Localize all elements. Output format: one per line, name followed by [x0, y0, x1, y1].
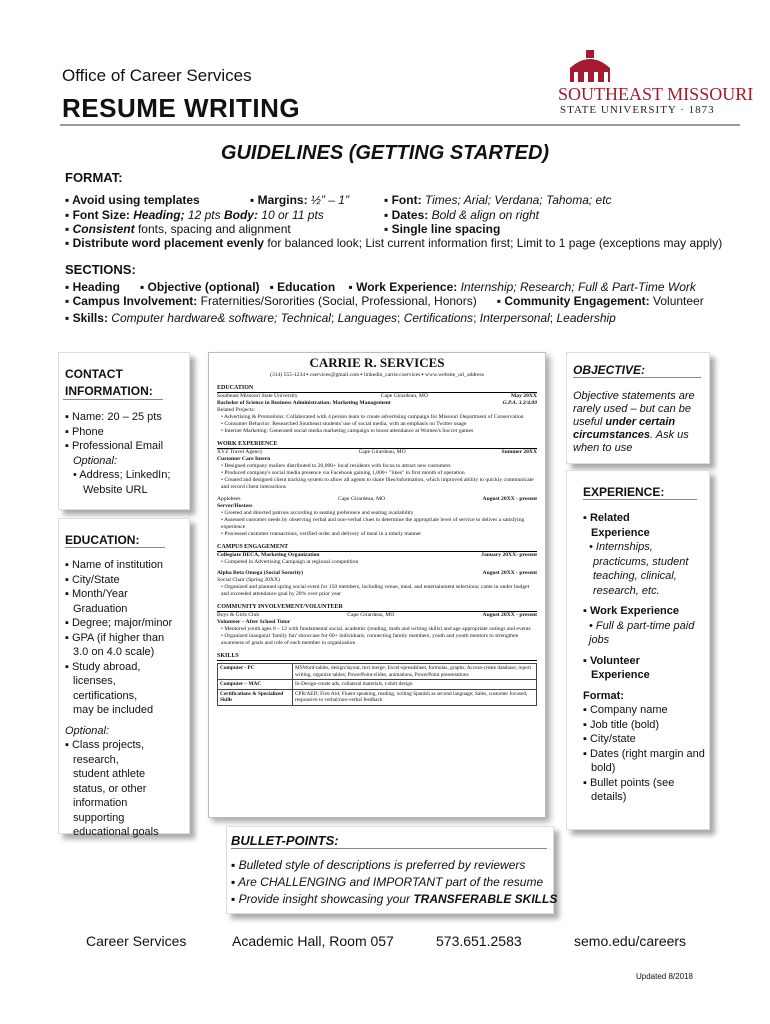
resume-bullet: • Consumer Behavior: Researched Southeast students' use of social media, with an emphasis on Twitter usage	[221, 421, 467, 427]
section-skills-label: ▪ Skills:	[65, 311, 108, 325]
resume-bullet: • Organized inaugural 'family fun' showcase for 60+ individuals, connecting family members, youth and youth mentors to strengthen awareness of goals and role of each member in organization	[221, 633, 519, 646]
dates-value: Bold & align on right	[428, 208, 540, 222]
objective-line: when to use	[573, 442, 633, 454]
skill-value: CPR/AED; First Aid; Fluent speaking, reading, writing Spanish as second language; Sales, customer focused, responsive to verbal/non-verbal feedback	[293, 689, 537, 705]
skills-5: Leadership	[553, 311, 616, 325]
experience-format-item: bold)	[591, 762, 616, 774]
logo-subtitle: STATE UNIVERSITY · 1873	[560, 104, 715, 116]
size-body: Body:	[220, 208, 258, 222]
resume-comm-org: Boys & Girls Club	[217, 612, 260, 618]
font-value: Times; Arial; Verdana; Tahoma; etc	[421, 193, 612, 207]
resume-job2-city: Cape Girardeau, MO	[338, 496, 386, 502]
footer-location: Academic Hall, Room 057	[232, 933, 394, 949]
skill-label: Computer – MAC	[218, 680, 293, 690]
experience-item: ▪ Related	[583, 512, 630, 524]
objective-text	[573, 390, 695, 455]
margins-label: ▪ Margins:	[250, 193, 308, 207]
updated-date: Updated 8/2018	[636, 972, 693, 981]
dates-label: ▪ Dates:	[384, 208, 429, 222]
skill-label: Certifications & Specialized Skills	[218, 689, 293, 705]
contact-heading-underline	[63, 385, 163, 400]
contact-item: ▪ Phone	[65, 425, 104, 438]
resume-camp2-role: Social Chair (Spring 20XX)	[217, 577, 280, 583]
experience-heading: EXPERIENCE:	[583, 485, 697, 500]
footer-website-link[interactable]: semo.edu/careers	[574, 933, 687, 949]
section-work-value: Internship; Research; Full & Part-Time Work	[457, 280, 696, 294]
semicolon: ;	[473, 311, 477, 325]
section-objective: ▪ Objective (optional)	[139, 280, 260, 294]
resume-edu-related: Related Projects:	[217, 407, 256, 413]
education-item: ▪ City/State	[65, 573, 120, 586]
resume-camp1-date: January 20XX- present	[481, 552, 537, 558]
resume-bullet: • Assessed customer needs by observing verbal and non-verbal clues to determine the appropriate level of service to deliver a satisfying experience	[221, 517, 525, 530]
education-item: ▪ Name of institution	[65, 559, 164, 571]
office-name: Office of Career Services	[62, 66, 252, 85]
education-opt-item: supporting	[73, 811, 125, 824]
resume-bullet: • Created and designed client tracking system to allow all agents to share files/information, which improved ability to quickly communicate and record client interactions	[221, 477, 534, 490]
size-12: 12 pts	[184, 208, 221, 222]
resume-skills-heading: SKILLS	[217, 653, 537, 661]
experience-format-item: ▪ Company name	[583, 704, 668, 716]
format-dates	[384, 208, 539, 223]
resume-comm-title: Volunteer – After School Tutor	[217, 619, 291, 625]
education-optional: Optional:	[65, 724, 110, 737]
education-item: ▪ Study abroad,	[65, 660, 141, 673]
resume-edu-gpa: G.P.A. 3.2/4.00	[502, 400, 537, 406]
sections-line-2	[65, 294, 704, 309]
section-campus-value: Fraternities/Sororities (Social, Professional, Honors)	[197, 294, 477, 308]
experience-item: ▪ Volunteer	[583, 654, 640, 667]
experience-box	[566, 470, 710, 830]
education-opt-item: research,	[73, 753, 119, 766]
resume-skills-table	[217, 663, 537, 706]
skills-2: Languages	[334, 311, 398, 325]
experience-item: Experience	[591, 526, 650, 539]
format-single	[384, 222, 500, 237]
resume-bullet: • Produced company's social media presence via Facebook gaining 1,000+ "likes" in first month of operation	[221, 470, 465, 476]
education-item: Graduation	[73, 602, 128, 615]
resume-contact: (314) 555-1234 ▪ cservices@gmail.com ▪ linkedin_carrie.r.services ▪ www.website_url_address	[270, 372, 484, 378]
margins-value: ½” – 1”	[307, 193, 349, 207]
contact-heading-1: CONTACT	[65, 367, 123, 381]
resume-camp1-org: Collegiate DECA, Marketing Organization	[217, 552, 320, 558]
objective-useful: useful	[573, 416, 606, 428]
objective-line	[573, 416, 695, 429]
resume-job1-row	[217, 449, 537, 456]
resume-bullet: • Organized and planned spring social event for 150 members, including venue, meal, and entertainment selections; came in under budget and exceeded attendance goal by 20% over prior year	[221, 584, 530, 597]
experience-sub: practicums, student	[593, 555, 689, 568]
format-size	[65, 208, 324, 223]
education-opt-item: ▪ Class projects,	[65, 739, 145, 751]
table-row	[218, 680, 537, 690]
logo-name: SOUTHEAST MISSOURI	[558, 84, 754, 104]
section-work-label: ▪ Work Experience:	[348, 280, 458, 294]
resume-job2-date: August 20XX - present	[482, 496, 537, 502]
education-opt-item: information	[73, 797, 128, 809]
experience-format-item: ▪ City/state	[583, 733, 636, 745]
resume-community-heading: COMMUNITY INVOLVEMENT/VOLUNTEER	[217, 604, 537, 612]
resume-campus-heading: CAMPUS ENGAGEMENT	[217, 544, 537, 552]
table-row	[218, 664, 537, 680]
experience-item: Experience	[591, 669, 650, 681]
education-opt-item: status, or other	[73, 782, 147, 795]
resume-job2-row	[217, 496, 537, 503]
education-item: ▪ Degree; major/minor	[65, 617, 173, 629]
contact-item: ▪ Name: 20 – 25 pts	[65, 411, 162, 423]
objective-line	[573, 429, 695, 442]
resume-camp2-date: August 20XX - present	[482, 570, 537, 576]
resume-comm-row	[217, 612, 537, 619]
sections-line-3	[65, 311, 616, 326]
format-margins	[250, 193, 349, 208]
education-item: may be included	[73, 704, 154, 716]
education-opt-item: educational goals	[73, 826, 159, 838]
skills-1: Computer hardware& software; Technical	[107, 311, 331, 325]
format-consistent	[65, 222, 291, 237]
format-distribute	[65, 236, 722, 251]
resume-name: CARRIE R. SERVICES	[309, 355, 445, 370]
resume-edu-degree-row	[217, 400, 537, 407]
objective-circumstances: circumstances	[573, 429, 651, 441]
experience-list	[583, 511, 709, 805]
contact-optional: Optional:	[73, 454, 118, 467]
contact-address: • Address; LinkedIn;	[73, 469, 171, 481]
section-education: ▪ Education	[269, 280, 336, 294]
section-community-label: ▪ Community Engagement:	[496, 294, 650, 308]
resume-job2-title: Server/Hostess	[217, 503, 253, 509]
resume-job1-city: Cape Girardeau, MO	[358, 449, 406, 455]
sections-line-1	[65, 280, 696, 295]
resume-edu-row	[217, 393, 537, 400]
objective-ask: . Ask us	[650, 429, 689, 441]
education-opt-item: student athlete	[73, 768, 146, 780]
education-info-box	[58, 518, 190, 838]
objective-heading: OBJECTIVE:	[573, 363, 701, 378]
resume-bullet: • Advertising & Promotions: Collaborated with 4 person team to create advertising campaign for Missouri Department of Conservation	[221, 414, 524, 420]
format-font	[384, 193, 612, 208]
bullet-points-heading: BULLET-POINTS:	[231, 833, 547, 849]
section-heading: ▪ Heading	[65, 280, 120, 294]
education-item: licenses,	[73, 675, 116, 687]
section-campus-label: ▪ Campus Involvement:	[65, 294, 198, 308]
footer-phone: 573.651.2583	[436, 933, 522, 949]
resume-bullet: • Competed in Advertising Campaign at regional competition	[221, 559, 359, 565]
resume-edu-degree: Bachelor of Science in Business Administration: Marketing Management	[217, 400, 391, 406]
distribute-label: ▪ Distribute word placement evenly	[65, 236, 264, 250]
resume-job1-date: Summer 20XX	[501, 449, 537, 455]
resume-camp2-org: Alpha Beta Omega (Social Sorority)	[217, 570, 303, 576]
resume-bullet: • Greeted and directed patrons according to seating preference and seating availability	[221, 510, 414, 516]
resume-job1-company: XYZ Travel Agency	[217, 449, 263, 455]
resume-job1-title: Customer Care Intern	[217, 456, 271, 462]
page-title: RESUME WRITING	[62, 93, 301, 123]
experience-sub: teaching, clinical,	[593, 570, 677, 582]
format-avoid: ▪ Avoid using templates	[65, 193, 200, 207]
size-label: ▪ Font Size:	[65, 208, 130, 222]
resume-comm-city: Cape Girardeau, MO	[347, 612, 395, 618]
semicolon: ;	[330, 311, 335, 325]
resume-camp1-row	[217, 552, 537, 559]
education-item: ▪ Month/Year	[65, 588, 128, 600]
resume-bullet: • Processed customer transactions, verified order and delivery of meal in a timely manner	[221, 531, 422, 537]
bullet-points-box	[226, 826, 558, 914]
experience-item: ▪ Work Experience	[583, 605, 680, 617]
sample-resume	[208, 352, 546, 818]
experience-format-item: ▪ Dates (right margin and	[583, 747, 705, 760]
experience-format-item: details)	[591, 791, 627, 803]
distribute-value: for balanced look; List current information first; Limit to 1 page (exceptions may apply)	[263, 236, 723, 250]
experience-format-item: ▪ Job title (bold)	[583, 718, 660, 731]
bullet-point: ▪ Bulleted style of descriptions is preferred by reviewers	[231, 858, 526, 872]
footer-career-services: Career Services	[86, 933, 187, 949]
resume-edu-date: May 20XX	[511, 393, 537, 399]
contact-heading-2: INFORMATION:	[65, 384, 153, 398]
objective-under-certain: under certain	[605, 416, 676, 428]
section-community-value: Volunteer	[649, 294, 704, 308]
consistent-value: fonts, spacing and alignment	[134, 222, 291, 236]
academic-hall-icon	[560, 48, 620, 84]
resume-edu-school: Southeast Missouri State University	[217, 393, 298, 399]
contact-website: Website URL	[83, 483, 148, 496]
education-heading: EDUCATION:	[65, 533, 165, 548]
experience-sub: research, etc.	[593, 584, 660, 597]
resume-bullet: • Mentored youth ages 8 – 12 with fundamental social, academic (reading, math and writing skills) and age appropriate outings and events	[221, 626, 531, 632]
resume-bullet: • Designed company mailers distributed to 20,000+ local residents with focus to attract new customers	[221, 463, 451, 469]
university-logo	[548, 48, 754, 118]
contact-info-box	[58, 352, 190, 510]
education-item: 3.0 on 4.0 scale)	[73, 646, 155, 658]
education-item: ▪ GPA (if higher than	[65, 631, 165, 644]
contact-list	[65, 410, 170, 497]
skills-3: Certifications	[400, 311, 474, 325]
consistent-label: Consistent	[72, 222, 135, 236]
format-heading: FORMAT:	[65, 170, 123, 185]
single-spacing: ▪ Single line spacing	[384, 222, 501, 236]
skill-value: MSWord-tables, design/layout, text merge; Excel-spreadsheet, formulas, graphs; Access-create database, report writing, organize tables; PowerPoint-slides, animations, PowerPoint presentations	[293, 664, 537, 680]
resume-education-heading: EDUCATION	[217, 385, 537, 393]
size-heading: Heading;	[129, 208, 185, 222]
format-line-1	[65, 193, 200, 208]
resume-job2-company: Applebees	[217, 496, 241, 502]
size-10: 10 or 11 pts	[257, 208, 324, 222]
font-label: ▪ Font:	[384, 193, 422, 207]
table-row	[218, 689, 537, 705]
semicolon: ;	[397, 311, 401, 325]
resume-edu-city: Cape Girardeau, MO	[380, 393, 428, 399]
bullet-points-list	[231, 857, 557, 908]
skill-label: Computer - PC	[218, 664, 293, 680]
contact-item: ▪ Professional Email	[65, 440, 164, 452]
bullet-point	[231, 891, 557, 908]
consistent-bullet: ▪	[65, 222, 73, 236]
experience-sub: • Internships,	[589, 541, 653, 553]
objective-line: rarely used – but can be	[573, 403, 692, 415]
resume-bullet: • Internet Marketing: Generated social media marketing campaign to boost attendance at Women's Soccer games	[221, 428, 474, 434]
education-list	[65, 558, 172, 840]
skill-value: In-Design-create ads, collateral materials, t-shirt design	[293, 680, 537, 690]
experience-sub: • Full & part-time paid jobs	[589, 619, 695, 646]
experience-format-item: ▪ Bullet points (see	[583, 776, 675, 789]
guidelines-title: GUIDELINES (GETTING STARTED)	[220, 142, 550, 164]
skills-4: Interpersonal	[476, 311, 550, 325]
sections-heading: SECTIONS:	[65, 262, 136, 277]
education-item: certifications,	[73, 689, 138, 702]
resume-work-heading: WORK EXPERIENCE	[217, 441, 537, 449]
bullet-point: ▪ Are CHALLENGING and IMPORTANT part of the resume	[231, 875, 544, 889]
experience-format-heading: Format:	[583, 689, 624, 702]
semicolon: ;	[549, 311, 554, 325]
bullet-point-text: ▪ Provide insight showcasing your	[231, 892, 414, 906]
resume-camp2-row	[217, 570, 537, 577]
objective-line: Objective statements are	[573, 390, 695, 402]
transferable-skills: TRANSFERABLE SKILLS	[413, 892, 558, 906]
objective-box	[566, 352, 710, 464]
resume-comm-date: August 20XX - present	[482, 612, 537, 618]
